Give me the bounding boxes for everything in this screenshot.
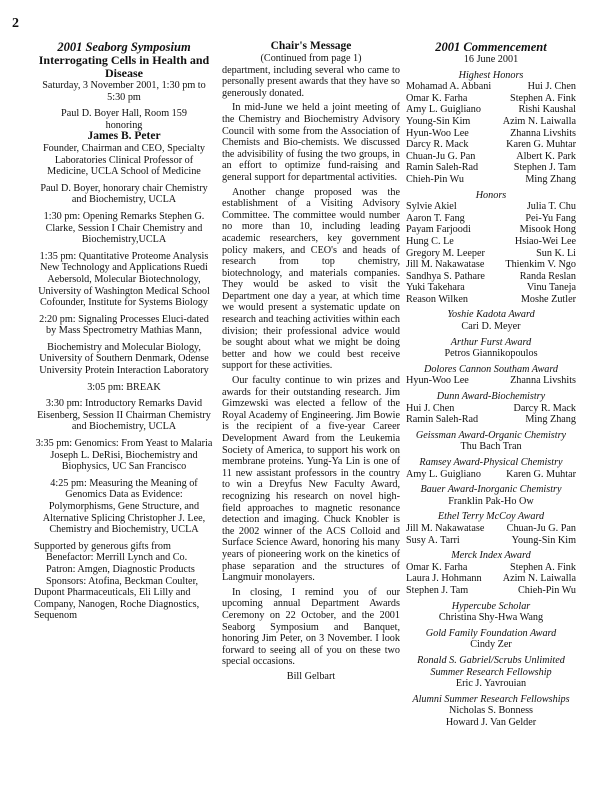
name-row xyxy=(406,441,576,453)
page-number: 2 xyxy=(12,16,19,31)
support-line: Benefactor: Merrill Lynch and Co. xyxy=(46,552,188,564)
person-name: Hsiao-Wei Lee xyxy=(514,235,576,247)
name-row xyxy=(406,224,576,236)
message-paragraph: Our faculty continue to win prizes and awards for their outstanding research. Jim Gimzewski was elected a fellow of the Royal Academy of Engineering. Jim Bowie is the recipient of a five-year Career Development Award from the Leukemia Society of America, to support his work on membrane proteins. Yung-Ya Lin is one of 11 new assistant professors in the country to win a Dreyfus New Faculty Award, recognizing his research on novel high-field approaches to magnetic resonance detection and imaging. Chuck Knobler is the 2002 winner of the ACS Colloid and Surface Science Award, honoring his many years of pioneering work on the kinetics of phase separation and the structures of Langmuir monolayers. xyxy=(222,375,400,584)
person-name: Nicholas S. Bonness xyxy=(448,705,534,717)
person-name: Eric J. Yavrouian xyxy=(455,678,527,690)
name-row xyxy=(406,348,576,360)
name-row xyxy=(406,174,576,186)
message-paragraph: In closing, I remind you of our upcoming annual Department Awards Ceremony on 22 October, and the 2001 Seaborg Symposium and Banquet, honoring Jim Peter, on 3 November. I look forward to seeing all of you on these two special occasions. xyxy=(222,586,400,668)
award-recipients xyxy=(406,441,576,453)
person-name: Vinu Taneja xyxy=(526,282,576,294)
person-name: Cindy Zer xyxy=(470,639,512,651)
name-row xyxy=(406,271,576,283)
award-recipients xyxy=(406,639,576,651)
award-recipients xyxy=(406,612,576,624)
name-row xyxy=(406,585,576,597)
message-title: Chair's Message xyxy=(270,40,352,52)
person-name: Ramin Saleh-Rad xyxy=(406,414,479,426)
support-line: Supported by generous gifts from xyxy=(34,540,171,552)
support-line: Sponsors: Atofina, Beckman Coulter, Dupont Pharmaceuticals, Eli Lilly and Company, Nanogen, Roche Diagnostics, Sequenom xyxy=(34,575,200,622)
person-name: Ming Zhang xyxy=(525,414,576,426)
person-name: Mohamad A. Abbani xyxy=(406,81,492,93)
award-name: Merck Index Award xyxy=(451,550,531,562)
honors-heading: Honors xyxy=(475,189,507,201)
honoree-name: James B. Peter xyxy=(87,130,161,143)
person-name: Amy L. Guigliano xyxy=(406,468,481,480)
person-name: Reason Wilken xyxy=(406,293,468,305)
message-paragraph: In mid-June we held a joint meeting of the Chemistry and Biochemistry Advisory Council with some from the Association of Chemists and Bio-chemists. We discussed the advisibility of fusing the two groups, in an effort to optimize fund-raising and general support for departmental activities. xyxy=(222,102,400,183)
name-row xyxy=(406,414,576,426)
symposium-date: Saturday, 3 November 2001, 1:30 pm to 5:30 pm xyxy=(42,80,206,103)
person-name: Karen G. Muhtar xyxy=(506,139,576,151)
name-row xyxy=(406,469,576,481)
person-name: Darcy R. Mack xyxy=(513,402,576,414)
person-name: Chieh-Pin Wu xyxy=(518,584,576,596)
person-name: Ming Zhang xyxy=(525,173,576,185)
program-item: 4:25 pm: Measuring the Meaning of Genomics Data as Evidence: Polymorphisms, Gene Structure, and Alternative Splicing Christopher J. Lee, Chemistry and Biochemistry, UCLA xyxy=(42,477,206,536)
name-row xyxy=(406,523,576,535)
person-name: Randa Reslan xyxy=(519,270,576,282)
person-name: Thu Bach Tran xyxy=(460,441,522,453)
award-name: Ramsey Award-Physical Chemistry xyxy=(419,457,563,468)
highest-honors-heading: Highest Honors xyxy=(458,69,524,81)
award-name: Alumni Summer Research Fellowships xyxy=(412,693,570,705)
person-name: Chieh-Pin Wu xyxy=(406,173,464,185)
person-name: Stephen J. Tam xyxy=(513,162,576,174)
award-recipients xyxy=(406,321,576,333)
person-name: Azim N. Laiwalla xyxy=(502,115,576,127)
award-name: Arthur Furst Award xyxy=(450,336,532,348)
person-name: Petros Giannikopoulos xyxy=(444,348,538,360)
name-row xyxy=(406,282,576,294)
person-name: Ramin Saleh-Rad xyxy=(406,162,479,174)
award-name: Hypercube Scholar xyxy=(451,600,531,612)
award-recipients xyxy=(406,678,576,690)
person-name: Karen G. Muhtar xyxy=(506,468,576,480)
person-name: Gregory M. Leeper xyxy=(406,247,485,259)
name-row xyxy=(406,139,576,151)
name-row xyxy=(406,248,576,260)
name-row xyxy=(406,259,576,271)
person-name: Jill M. Nakawatase xyxy=(406,259,485,271)
commencement-column xyxy=(406,40,576,728)
person-name: Sylvie Akiel xyxy=(406,201,457,213)
continued-note: (Continued from page 1) xyxy=(260,53,362,64)
name-row xyxy=(406,639,576,651)
person-name: Stephen J. Tam xyxy=(406,584,469,596)
award-recipients xyxy=(406,375,576,387)
person-name: Hyun-Woo Lee xyxy=(406,375,469,387)
name-row xyxy=(406,128,576,140)
name-row xyxy=(406,496,576,508)
program-item: Paul D. Boyer, honorary chair Chemistry and Biochemistry, UCLA xyxy=(40,182,208,206)
person-name: Julia T. Chu xyxy=(526,201,576,213)
symposium-column xyxy=(34,40,214,622)
honoree-affiliation: Founder, Chairman and CEO, Specialty Laboratories Clinical Professor of Medicine, UCLA School of Medicine xyxy=(43,142,205,178)
award-name: Ethel Terry McCoy Award xyxy=(437,511,545,523)
person-name: Laura J. Hohmann xyxy=(406,573,482,585)
program-item: 1:35 pm: Quantitative Proteome Analysis New Technology and Applications Ruedi Aebersold, Molecular Biotechnology, University of Washington Medical School Cofounder, Institute for Systems Biology xyxy=(38,250,210,309)
person-name: Zhanna Livshits xyxy=(510,375,576,387)
person-name: Amy L. Guigliano xyxy=(406,104,481,116)
person-name: Omar K. Farha xyxy=(406,92,468,104)
name-row xyxy=(406,294,576,306)
person-name: Pei-Yu Fang xyxy=(525,212,576,224)
name-row xyxy=(406,162,576,174)
name-row xyxy=(406,717,576,729)
name-row xyxy=(406,104,576,116)
name-row xyxy=(406,213,576,225)
commencement-date: 16 June 2001 xyxy=(463,54,519,65)
person-name: Thienkim V. Ngo xyxy=(505,259,576,271)
person-name: Young-Sin Kim xyxy=(511,534,576,546)
person-name: Rishi Kaushal xyxy=(518,104,576,116)
person-name: Albert K. Park xyxy=(516,150,576,162)
program-item: 1:30 pm: Opening Remarks Stephen G. Clarke, Session I Chair Chemistry and Biochemistry,UCLA xyxy=(43,210,205,246)
person-name: Howard J. Van Gelder xyxy=(445,716,537,728)
award-recipients xyxy=(406,562,576,597)
name-row xyxy=(406,201,576,213)
person-name: Aaron T. Fang xyxy=(406,212,465,224)
award-name: Ronald S. Gabriel/Scrubs Unlimited Summer Research Fellowship xyxy=(417,654,565,678)
person-name: Misook Hong xyxy=(519,224,576,236)
program-item: Biochemistry and Molecular Biology, University of Southern Denmark, Odense University Protein Interaction Laboratory xyxy=(39,341,209,377)
name-row xyxy=(406,535,576,547)
award-recipients xyxy=(406,403,576,426)
award-name: Geissman Award-Organic Chemistry xyxy=(415,429,567,441)
name-row xyxy=(406,93,576,105)
person-name: Moshe Zutler xyxy=(520,293,576,305)
award-name: Bauer Award-Inorganic Chemistry xyxy=(420,484,562,496)
award-recipients xyxy=(406,705,576,728)
person-name: Yuki Takehara xyxy=(406,282,465,294)
award-name: Dunn Award-Biochemistry xyxy=(436,391,546,403)
name-row xyxy=(406,321,576,333)
person-name: Sandhya S. Pathare xyxy=(406,270,485,282)
person-name: Hui J. Chen xyxy=(527,81,576,93)
person-name: Darcy R. Mack xyxy=(406,139,469,151)
person-name: Omar K. Farha xyxy=(406,561,468,573)
honors-list xyxy=(406,201,576,305)
name-row xyxy=(406,403,576,415)
chairs-message-column xyxy=(222,40,400,682)
message-paragraph: Another change proposed was the establishment of a Visiting Advisory Committee. The committee would number no more than 10, including leading academic researchers, key government policy makers, and CEO's and heads of research from top chemistry, biotechnology, and materials companies. They would be asked to visit the Department one day a year, at which time we would present a systematic update on research and teaching activities within each division; their professional advice would be sought about what we might be doing better and how we could best receive support for these activities. xyxy=(222,186,400,372)
program-item: 2:20 pm: Signaling Processes Eluci-dated by Mass Spectrometry Mathias Mann, xyxy=(39,313,209,337)
name-row xyxy=(406,573,576,585)
award-name: Gold Family Foundation Award xyxy=(425,627,557,639)
symposium-title: 2001 Seaborg Symposium xyxy=(57,40,191,54)
person-name: Stephen A. Fink xyxy=(510,561,576,573)
award-recipients xyxy=(406,496,576,508)
person-name: Christina Shy-Hwa Wang xyxy=(438,612,544,624)
program-item: 3:05 pm: BREAK xyxy=(87,381,161,393)
person-name: Chuan-Ju G. Pan xyxy=(506,522,576,534)
commencement-title: 2001 Commencement xyxy=(435,40,547,54)
person-name: Franklin Pak-Ho Ow xyxy=(448,495,534,507)
support-section xyxy=(34,541,214,622)
person-name: Hung C. Le xyxy=(406,235,454,247)
honoring-label: honoring xyxy=(105,119,143,131)
award-name: Yoshie Kadota Award xyxy=(447,309,535,321)
award-name: Dolores Cannon Southam Award xyxy=(423,363,559,375)
person-name: Zhanna Livshits xyxy=(510,127,576,139)
name-row xyxy=(406,116,576,128)
name-row xyxy=(406,81,576,93)
name-row xyxy=(406,151,576,163)
program-item: 3:30 pm: Introductory Remarks David Eisenberg, Session II Chairman Chemistry and Biochemistry, UCLA xyxy=(37,398,211,433)
message-paragraph: department, including several who came to personally present awards that they have so generously donated. xyxy=(222,64,400,99)
person-name: Susy A. Tarri xyxy=(406,534,460,546)
award-recipients xyxy=(406,469,576,481)
name-row xyxy=(406,375,576,387)
support-line: Patron: Amgen, Diagnostic Products xyxy=(46,563,195,575)
person-name: Hui J. Chen xyxy=(406,402,455,414)
name-row xyxy=(406,612,576,624)
program-item: 3:35 pm: Genomics: From Yeast to Malaria Joseph L. DeRisi, Biochemistry and Biophysics, UC San Francisco xyxy=(35,438,213,473)
award-recipients xyxy=(406,523,576,546)
symposium-subtitle: Interrogating Cells in Health and Disease xyxy=(38,53,210,80)
name-row xyxy=(406,705,576,717)
symposium-location: Paul D. Boyer Hall, Room 159 xyxy=(61,108,187,120)
person-name: Young-Sin Kim xyxy=(406,115,471,127)
person-name: Azim N. Laiwalla xyxy=(502,573,576,585)
name-row xyxy=(406,236,576,248)
person-name: Hyun-Woo Lee xyxy=(406,127,469,139)
awards-list xyxy=(406,309,576,728)
award-recipients xyxy=(406,348,576,360)
name-row xyxy=(406,678,576,690)
person-name: Payam Farjoodi xyxy=(406,224,471,236)
person-name: Chuan-Ju G. Pan xyxy=(406,150,476,162)
person-name: Stephen A. Fink xyxy=(510,92,576,104)
highest-honors-list xyxy=(406,81,576,185)
person-name: Cari D. Meyer xyxy=(461,321,521,333)
person-name: Sun K. Li xyxy=(536,247,576,259)
person-name: Jill M. Nakawatase xyxy=(406,522,485,534)
name-row xyxy=(406,562,576,574)
message-signature: Bill Gelbart xyxy=(286,670,336,682)
